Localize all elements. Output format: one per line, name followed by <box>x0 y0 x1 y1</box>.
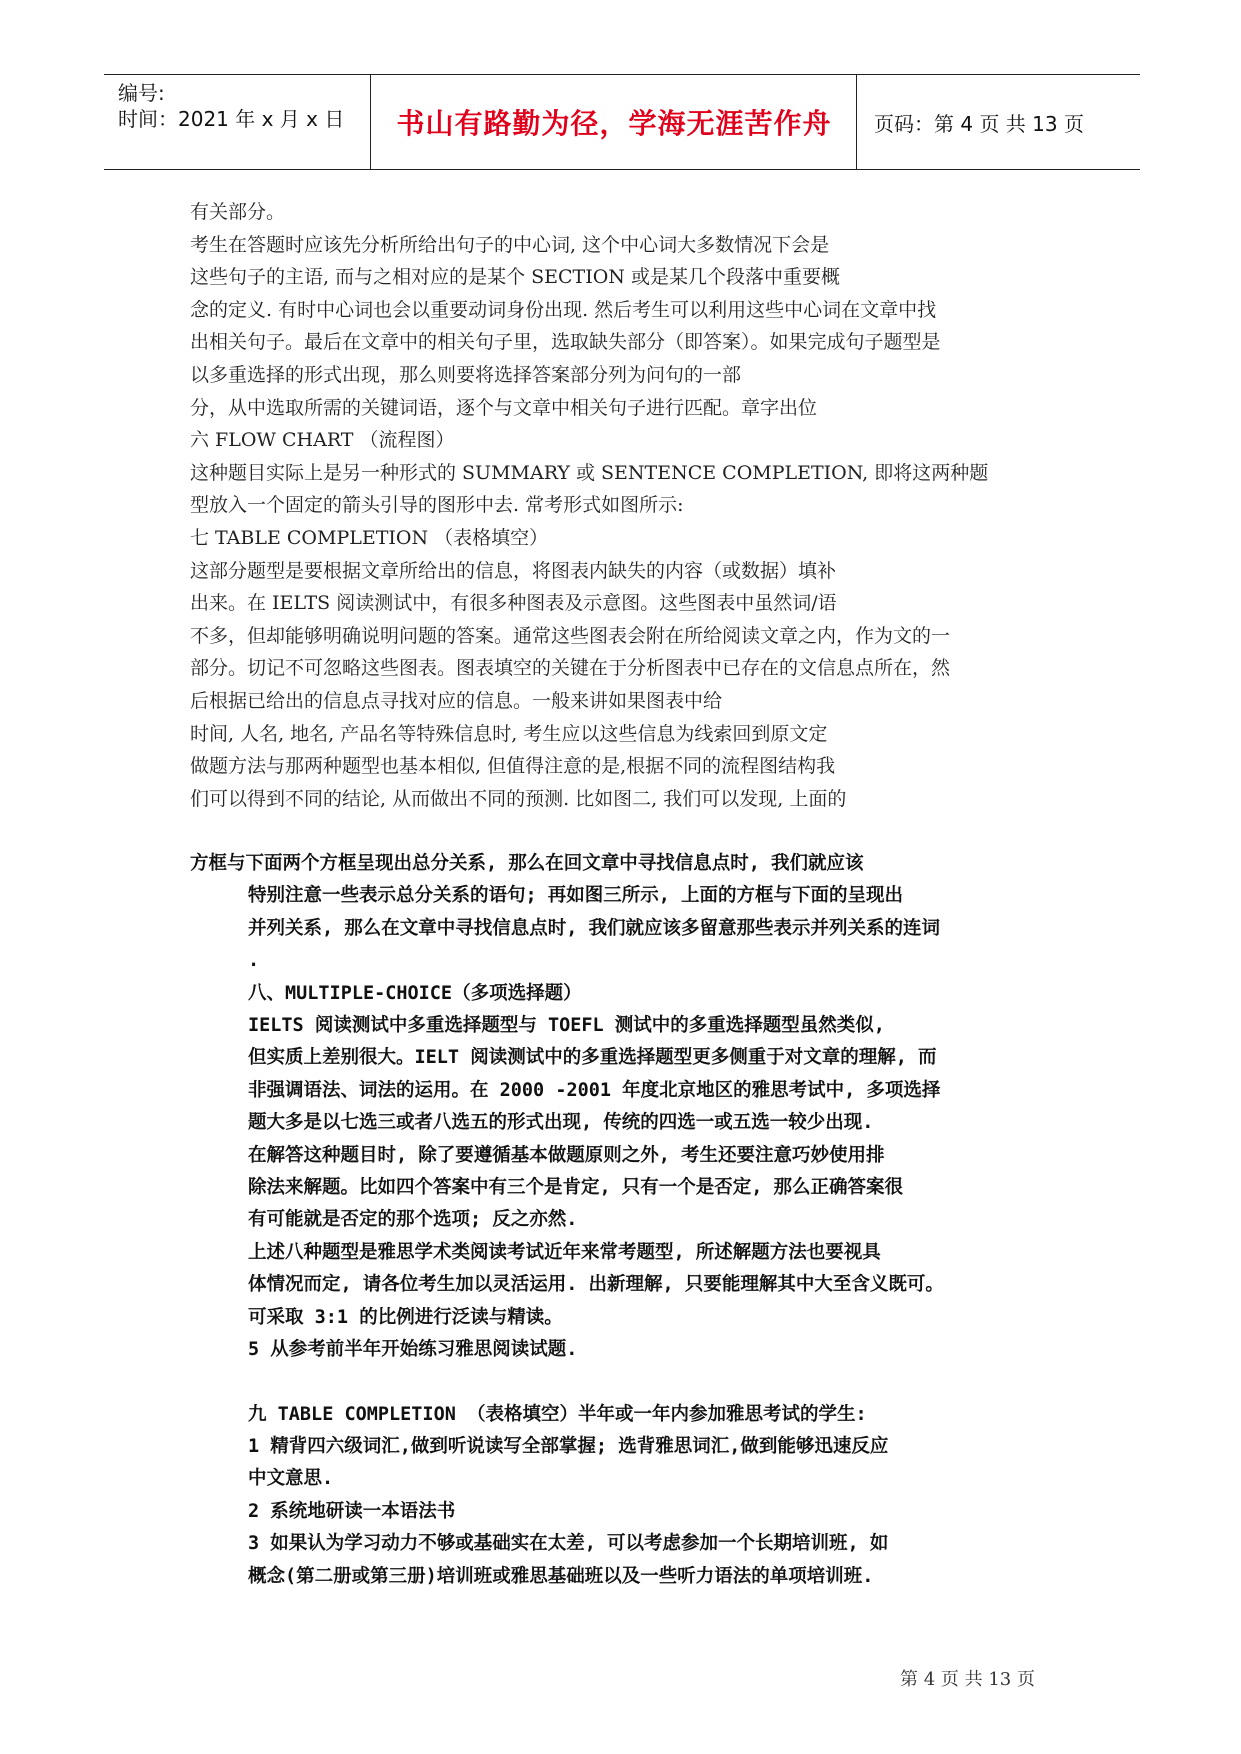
header-page-info: 页码：第 4 页 共 13 页 <box>874 111 1084 136</box>
paragraph-line: 做题方法与那两种题型也基本相似, 但值得注意的是,根据不同的流程图结构我 <box>190 755 836 778</box>
paragraph-line: 不多，但却能够明确说明问题的答案。通常这些图表会附在所给阅读文章之内，作为文的一 <box>190 624 951 647</box>
number-label: 编号: <box>118 81 165 105</box>
paragraph-line: 3 如果认为学习动力不够或基础实在太差, 可以考虑参加一个长期培训班, 如 <box>248 1533 889 1555</box>
paragraph-line: 但实质上差别很大。IELT 阅读测试中的多重选择题型更多侧重于对文章的理解, 而 <box>248 1047 937 1069</box>
paragraph-line: 出相关句子。最后在文章中的相关句子里，选取缺失部分（即答案）。如果完成句子题型是 <box>190 331 941 354</box>
section-heading: 六 FLOW CHART （流程图） <box>190 429 455 452</box>
paragraph-line: 概念(第二册或第三册)培训班或雅思基础班以及一些听力语法的单项培训班. <box>248 1565 874 1587</box>
paragraph-line: 体情况而定, 请各位考生加以灵活运用. 出新理解, 只要能理解其中大至含义既可。 <box>248 1274 944 1296</box>
paragraph-line: 2 系统地研读一本语法书 <box>248 1500 456 1522</box>
paragraph-gap <box>190 1367 1080 1399</box>
time-label: 时间：2021 年 x 月 x 日 <box>118 107 345 131</box>
page-footer: 第 4 页 共 13 页 <box>900 1669 1035 1690</box>
page-header <box>104 74 1140 170</box>
paragraph-line: 5 从参考前半年开始练习雅思阅读试题. <box>248 1339 578 1361</box>
section-heading: 七 TABLE COMPLETION （表格填空） <box>190 526 549 549</box>
header-motto: 书山有路勤为径，学海无涯苦作舟 <box>396 107 832 140</box>
header-meta <box>118 75 368 169</box>
paragraph-line: 出来。在 IELTS 阅读测试中，有很多种图表及示意图。这些图表中虽然词/语 <box>190 592 837 615</box>
paragraph-line: 有关部分。 <box>190 201 286 223</box>
paragraph-line: 后根据已给出的信息点寻找对应的信息。一般来讲如果图表中给 <box>190 689 723 712</box>
paragraph-line: 考生在答题时应该先分析所给出句子的中心词, 这个中心词大多数情况下会是 <box>190 233 830 256</box>
paragraph-line: 分，从中选取所需的关键词语，逐个与文章中相关句子进行匹配。章字出位 <box>190 396 818 419</box>
paragraph-line: 型放入一个固定的箭头引导的图形中去. 常考形式如图所示: <box>190 494 684 517</box>
paragraph-line: 特别注意一些表示总分关系的语句; 再如图三所示, 上面的方框与下面的呈现出 <box>248 885 904 907</box>
paragraph-line: 除法来解题。比如四个答案中有三个是肯定, 只有一个是否定, 那么正确答案很 <box>248 1177 904 1199</box>
serif-body-text <box>190 196 1070 815</box>
paragraph-line: 有可能就是否定的那个选项; 反之亦然. <box>248 1209 578 1231</box>
paragraph-line: 这些句子的主语, 而与之相对应的是某个 SECTION 或是某几个段落中重要概 <box>190 266 840 289</box>
header-divider <box>370 75 371 169</box>
paragraph-line: . <box>248 950 260 972</box>
section-heading: 八、MULTIPLE-CHOICE（多项选择题） <box>248 982 582 1004</box>
paragraph-line: 这种题目实际上是另一种形式的 SUMMARY 或 SENTENCE COMPLETION, 即将这两种题 <box>190 461 989 484</box>
header-divider <box>856 75 857 169</box>
paragraph-line: 部分。切记不可忽略这些图表。图表填空的关键在于分析图表中已存在的文信息点所在，然 <box>190 657 951 680</box>
paragraph-line: 可采取 3:1 的比例进行泛读与精读。 <box>248 1306 563 1328</box>
paragraph-line: 1 精背四六级词汇,做到听说读写全部掌握; 选背雅思词汇,做到能够迅速反应 <box>248 1435 889 1457</box>
paragraph-line: 以多重选择的形式出现，那么则要将选择答案部分列为问句的一部 <box>190 363 742 386</box>
section-heading: 九 TABLE COMPLETION （表格填空）半年或一年内参加雅思考试的学生: <box>248 1403 867 1425</box>
paragraph-line: 念的定义. 有时中心词也会以重要动词身份出现. 然后考生可以利用这些中心词在文章中找 <box>190 298 937 321</box>
paragraph-line: 题大多是以七选三或者八选五的形式出现, 传统的四选一或五选一较少出现. <box>248 1112 874 1134</box>
paragraph-line: 时间, 人名, 地名, 产品名等特殊信息时, 考生应以这些信息为线索回到原文定 <box>190 722 828 745</box>
paragraph-line: 这部分题型是要根据文章所给出的信息，将图表内缺失的内容（或数据）填补 <box>190 559 837 582</box>
paragraph-line: 们可以得到不同的结论, 从而做出不同的预测. 比如图二, 我们可以发现, 上面的 <box>190 787 847 810</box>
paragraph-line: 上述八种题型是雅思学术类阅读考试近年来常考题型, 所述解题方法也要视具 <box>248 1241 881 1263</box>
paragraph-line: IELTS 阅读测试中多重选择题型与 TOEFL 测试中的多重选择题型虽然类似, <box>248 1015 885 1037</box>
paragraph-line: 中文意思. <box>248 1468 334 1490</box>
paragraph-line: 非强调语法、词法的运用。在 2000 -2001 年度北京地区的雅思考试中, 多项选择 <box>248 1079 941 1101</box>
paragraph-line: 在解答这种题目时, 除了要遵循基本做题原则之外, 考生还要注意巧妙使用排 <box>248 1144 885 1166</box>
paragraph-line: 方框与下面两个方框呈现出总分关系, 那么在回文章中寻找信息点时, 我们就应该 <box>190 853 864 874</box>
bold-body-text <box>190 848 1080 1593</box>
paragraph-line: 并列关系, 那么在文章中寻找信息点时, 我们就应该多留意那些表示并列关系的连词 <box>248 917 941 939</box>
